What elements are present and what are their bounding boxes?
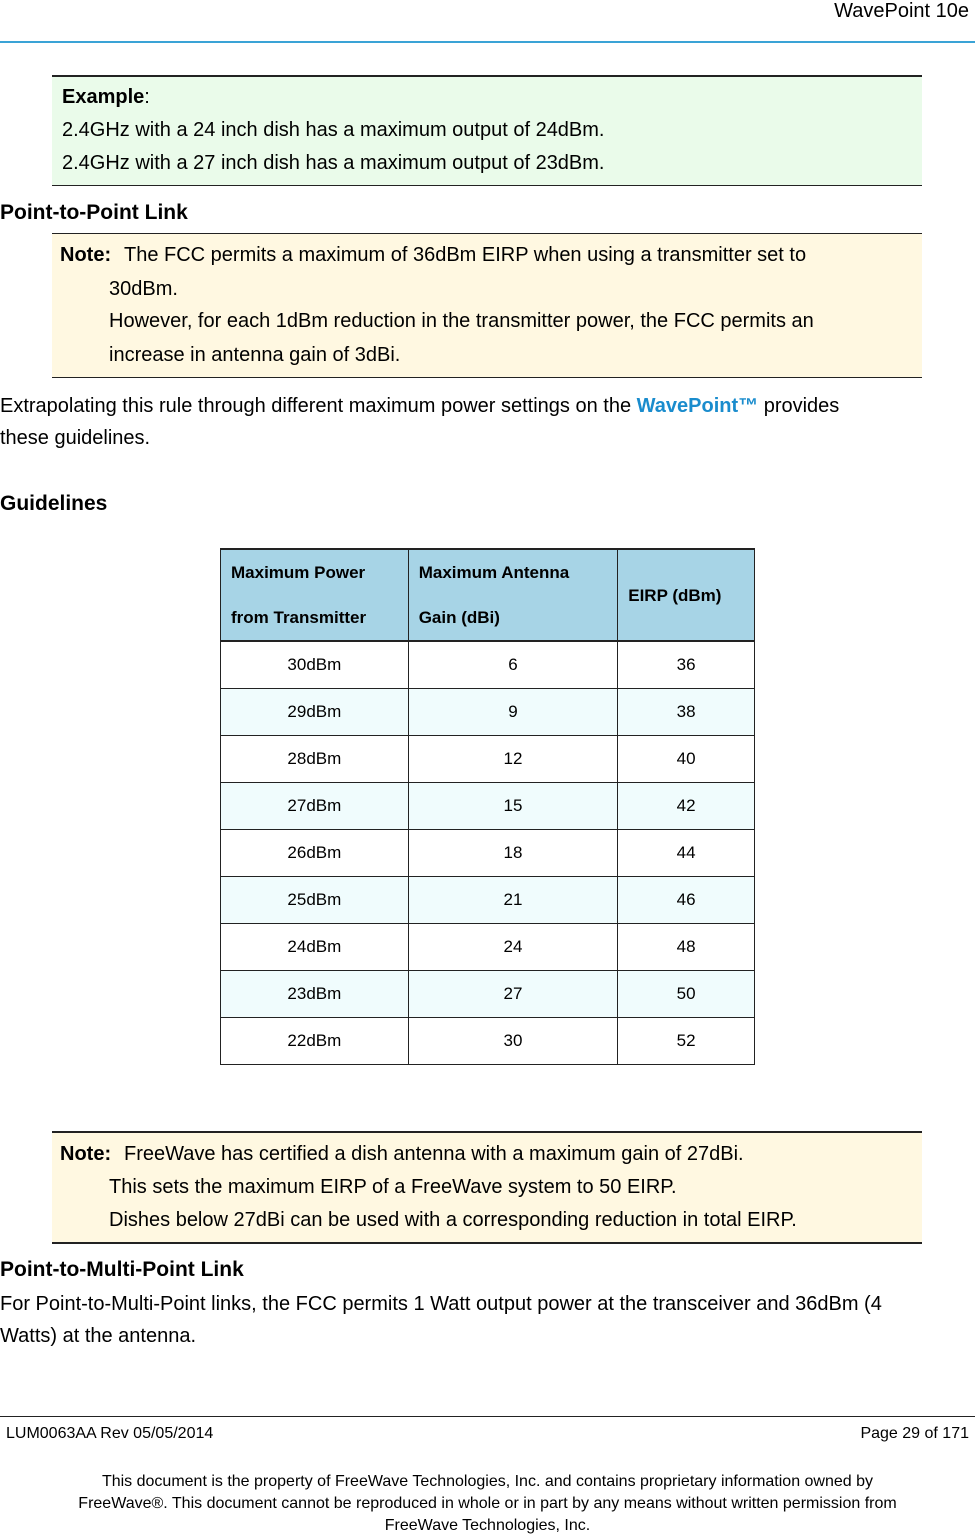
certification-note-label: Note: — [60, 1143, 112, 1165]
table-cell: 24 — [408, 924, 618, 971]
ptp-note-label: Note: — [60, 244, 112, 266]
table-cell: 48 — [618, 924, 755, 971]
table-cell: 15 — [408, 783, 618, 830]
table-row — [221, 971, 755, 1018]
table-row — [221, 736, 755, 783]
ptp-paragraph-text: Extrapolating this rule through different maximum power settings on the — [0, 395, 637, 417]
footer-page-number: Page 29 of 171 — [860, 1425, 969, 1442]
header-cell-antenna-gain — [408, 549, 618, 641]
table-cell: 23dBm — [221, 971, 409, 1018]
table-row — [221, 1018, 755, 1065]
table-cell: 26dBm — [221, 830, 409, 877]
footer-doc-id: LUM0063AA Rev 05/05/2014 — [6, 1425, 214, 1442]
header-text: from Transmitter — [231, 608, 367, 627]
table-row — [221, 830, 755, 877]
header-cell-eirp — [618, 549, 755, 641]
table-cell: 9 — [408, 689, 618, 736]
guidelines-table — [220, 548, 755, 1065]
table-cell: 44 — [618, 830, 755, 877]
table-cell: 12 — [408, 736, 618, 783]
table-row — [221, 689, 755, 736]
example-label: Example — [62, 86, 145, 108]
header-rule — [0, 41, 975, 43]
table-cell: 21 — [408, 877, 618, 924]
table-row — [221, 877, 755, 924]
table-cell: 52 — [618, 1018, 755, 1065]
table-cell: 38 — [618, 689, 755, 736]
table-cell: 18 — [408, 830, 618, 877]
table-cell: 25dBm — [221, 877, 409, 924]
ptmp-heading: Point-to-Multi-Point Link — [0, 1258, 244, 1281]
footer-rule — [0, 1416, 975, 1417]
ptmp-paragraph-line: For Point-to-Multi-Point links, the FCC permits 1 Watt output power at the transceiver and 36dBm (4 — [0, 1293, 882, 1315]
table-row — [221, 641, 755, 689]
table-cell: 30dBm — [221, 641, 409, 689]
header-text: Maximum Antenna — [418, 563, 570, 582]
ptmp-paragraph-line: Watts) at the antenna. — [0, 1325, 197, 1347]
example-box — [52, 75, 922, 186]
certification-note-box — [52, 1131, 922, 1244]
header-title: WavePoint 10e — [834, 0, 969, 22]
example-heading — [62, 86, 150, 109]
table-cell: 46 — [618, 877, 755, 924]
table-cell: 28dBm — [221, 736, 409, 783]
guidelines-heading: Guidelines — [0, 492, 108, 515]
table-row — [221, 783, 755, 830]
footer-disclaimer-line: FreeWave Technologies, Inc. — [384, 1517, 591, 1534]
table-cell: 27dBm — [221, 783, 409, 830]
table-cell: 24dBm — [221, 924, 409, 971]
table-cell: 29dBm — [221, 689, 409, 736]
ptp-note-box — [52, 233, 922, 378]
table-cell: 50 — [618, 971, 755, 1018]
header-text: Maximum Power — [231, 563, 366, 582]
table-cell: 42 — [618, 783, 755, 830]
ptp-paragraph — [0, 395, 839, 418]
example-line: 2.4GHz with a 24 inch dish has a maximum output of 24dBm. — [62, 119, 605, 141]
footer-disclaimer-line: FreeWave®. This document cannot be reproduced in whole or in part by any means without written permission from — [78, 1495, 897, 1512]
ptp-note-line: However, for each 1dBm reduction in the transmitter power, the FCC permits an — [109, 310, 814, 332]
ptp-paragraph-line2: these guidelines. — [0, 427, 151, 449]
ptp-note-line: increase in antenna gain of 3dBi. — [109, 344, 401, 366]
table-cell: 36 — [618, 641, 755, 689]
brand-name: WavePoint™ — [636, 395, 759, 417]
table-row — [221, 924, 755, 971]
ptp-note-line: The FCC permits a maximum of 36dBm EIRP when using a transmitter set to — [124, 244, 807, 266]
ptp-note-line: 30dBm. — [109, 278, 178, 300]
certification-note-line: This sets the maximum EIRP of a FreeWave system to 50 EIRP. — [109, 1176, 677, 1198]
certification-note-line: Dishes below 27dBi can be used with a corresponding reduction in total EIRP. — [109, 1209, 797, 1231]
footer-disclaimer — [0, 1471, 975, 1537]
table-cell: 6 — [408, 641, 618, 689]
ptp-paragraph-text-end: provides — [758, 395, 840, 417]
header-text: Gain (dBi) — [418, 608, 500, 627]
header-cell-max-power — [221, 549, 409, 641]
table-cell: 22dBm — [221, 1018, 409, 1065]
example-line: 2.4GHz with a 27 inch dish has a maximum output of 23dBm. — [62, 152, 605, 174]
footer-disclaimer-line: This document is the property of FreeWave Technologies, Inc. and contains proprietary information owned by — [101, 1473, 874, 1490]
table-cell: 30 — [408, 1018, 618, 1065]
certification-note-line: FreeWave has certified a dish antenna with a maximum gain of 27dBi. — [124, 1143, 744, 1165]
header-text: EIRP (dBm) — [628, 585, 722, 605]
table-cell: 27 — [408, 971, 618, 1018]
example-label-suffix: : — [144, 86, 150, 108]
ptp-heading: Point-to-Point Link — [0, 201, 188, 224]
table-cell: 40 — [618, 736, 755, 783]
table-header-row — [221, 549, 755, 641]
